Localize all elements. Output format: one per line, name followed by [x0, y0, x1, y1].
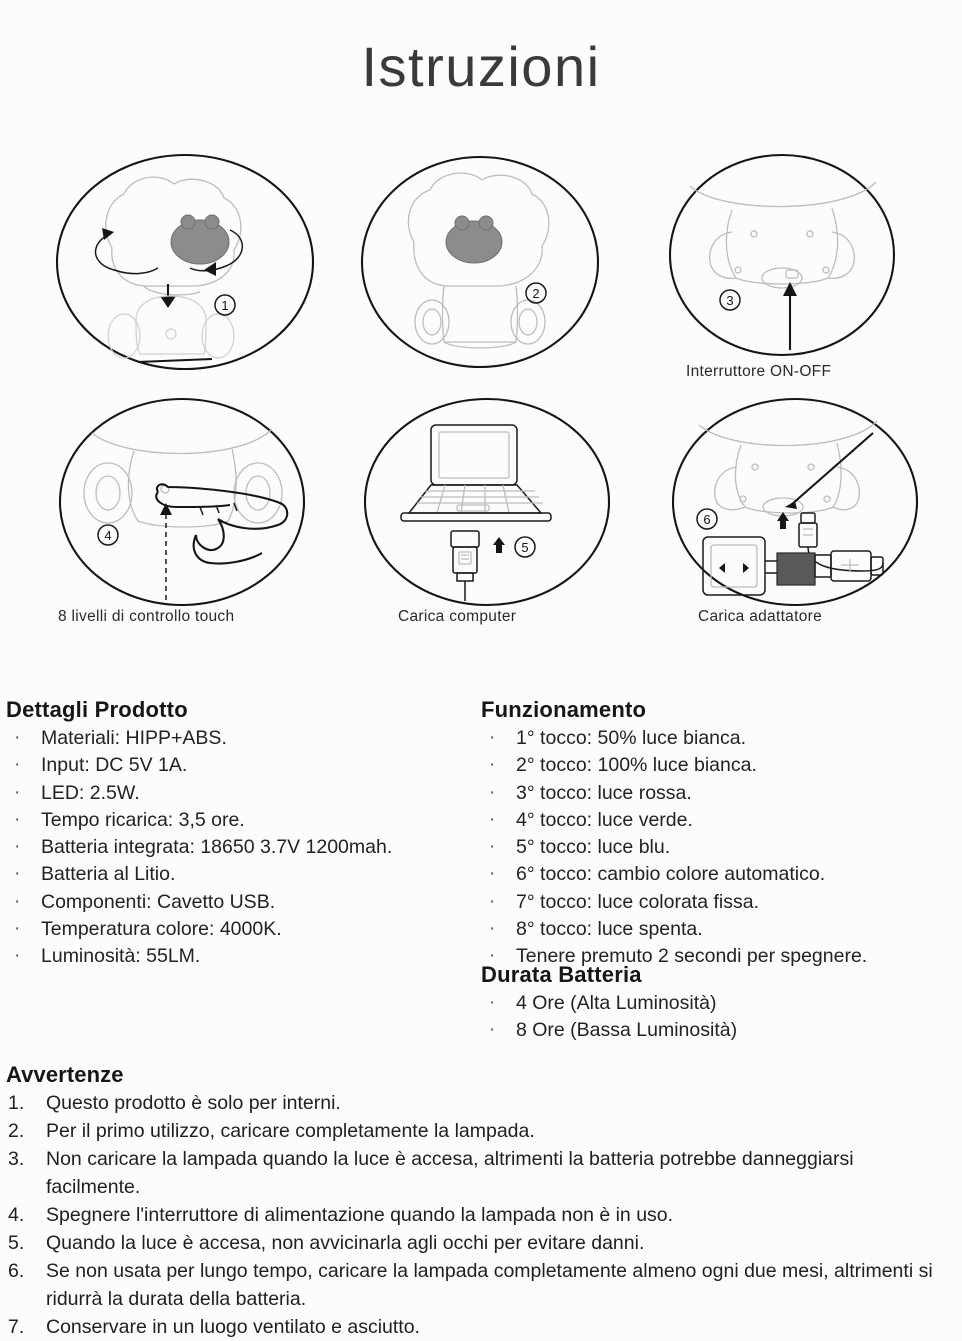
- list-item: · 5° tocco: luce blu.: [481, 834, 959, 861]
- panel-number-2: 2: [532, 286, 540, 301]
- list-item: · LED: 2.5W.: [6, 780, 476, 807]
- list-item: · Tempo ricarica: 3,5 ore.: [6, 807, 476, 834]
- diagram-panel-5: [345, 395, 635, 625]
- battery-life-heading: Durata Batteria: [481, 962, 642, 987]
- battery-life-section: [481, 962, 959, 1045]
- diagram-panel-2: [340, 150, 630, 380]
- warnings-heading: Avvertenze: [6, 1062, 124, 1087]
- list-item: · 4° tocco: luce verde.: [481, 807, 959, 834]
- list-item: · 2° tocco: 100% luce bianca.: [481, 752, 959, 779]
- list-item: · Input: DC 5V 1A.: [6, 752, 476, 779]
- caption-panel-6: Carica adattatore: [698, 608, 822, 625]
- panel-6-illustration: [655, 395, 945, 630]
- list-item: Non caricare la lampada quando la luce è accesa, altrimenti la batteria potrebbe danneggiarsi facilmente.: [46, 1148, 854, 1198]
- list-item: · Tenere premuto 2 secondi per spegnere.: [481, 943, 959, 970]
- panel-number-6: 6: [703, 512, 711, 527]
- caption-panel-5: Carica computer: [398, 608, 517, 625]
- diagram-panel-1: [40, 150, 330, 380]
- warnings-list: [6, 1089, 936, 1341]
- list-item: · 8 Ore (Bassa Luminosità): [481, 1017, 959, 1044]
- diagram-panel-4: [40, 395, 330, 625]
- operation-section: [481, 697, 959, 971]
- list-item: · 7° tocco: luce colorata fissa.: [481, 889, 959, 916]
- list-item: · 8° tocco: luce spenta.: [481, 916, 959, 943]
- list-item: · Materiali: HIPP+ABS.: [6, 725, 476, 752]
- list-item: · Batteria integrata: 18650 3.7V 1200mah.: [6, 834, 476, 861]
- panel-4-illustration: [40, 395, 330, 630]
- panel-number-1: 1: [221, 298, 229, 313]
- panel-1-illustration: [40, 150, 330, 380]
- operation-list: [481, 725, 959, 971]
- list-item: · 6° tocco: cambio colore automatico.: [481, 861, 959, 888]
- panel-number-4: 4: [104, 528, 112, 543]
- product-details-section: [6, 697, 476, 971]
- list-item: Quando la luce è accesa, non avvicinarla agli occhi per evitare danni.: [46, 1232, 645, 1254]
- list-item: · Batteria al Litio.: [6, 861, 476, 888]
- product-details-list: [6, 725, 476, 971]
- diagram-grid: [0, 150, 962, 650]
- operation-heading: Funzionamento: [481, 697, 647, 722]
- list-item: · 4 Ore (Alta Luminosità): [481, 990, 959, 1017]
- panel-number-5: 5: [521, 540, 529, 555]
- list-item: · Luminosità: 55LM.: [6, 943, 476, 970]
- list-item: · Temperatura colore: 4000K.: [6, 916, 476, 943]
- panel-2-illustration: [340, 150, 630, 380]
- list-item: Spegnere l'interruttore di alimentazione quando la lampada non è in uso.: [46, 1204, 674, 1226]
- panel-5-illustration: [345, 395, 635, 630]
- panel-number-3: 3: [726, 293, 734, 308]
- list-item: · Componenti: Cavetto USB.: [6, 889, 476, 916]
- list-item: · 3° tocco: luce rossa.: [481, 780, 959, 807]
- page-title: Istruzioni: [361, 35, 601, 98]
- diagram-panel-3: [650, 150, 940, 380]
- list-item: Se non usata per lungo tempo, caricare la lampada completamente almeno ogni due mesi, altrimenti si ridurrà la durata della batteria.: [46, 1260, 933, 1310]
- list-item: Questo prodotto è solo per interni.: [46, 1092, 341, 1114]
- product-details-heading: Dettagli Prodotto: [6, 697, 188, 722]
- diagram-panel-6: [655, 395, 945, 625]
- list-item: Conservare in un luogo ventilato e asciutto.: [46, 1316, 420, 1338]
- caption-panel-3: Interruttore ON-OFF: [686, 363, 832, 380]
- warnings-section: [6, 1062, 936, 1341]
- panel-3-illustration: [650, 150, 940, 395]
- caption-panel-4: 8 livelli di controllo touch: [58, 608, 235, 625]
- battery-life-list: [481, 990, 959, 1045]
- list-item: Per il primo utilizzo, caricare completamente la lampada.: [46, 1120, 535, 1142]
- list-item: · 1° tocco: 50% luce bianca.: [481, 725, 959, 752]
